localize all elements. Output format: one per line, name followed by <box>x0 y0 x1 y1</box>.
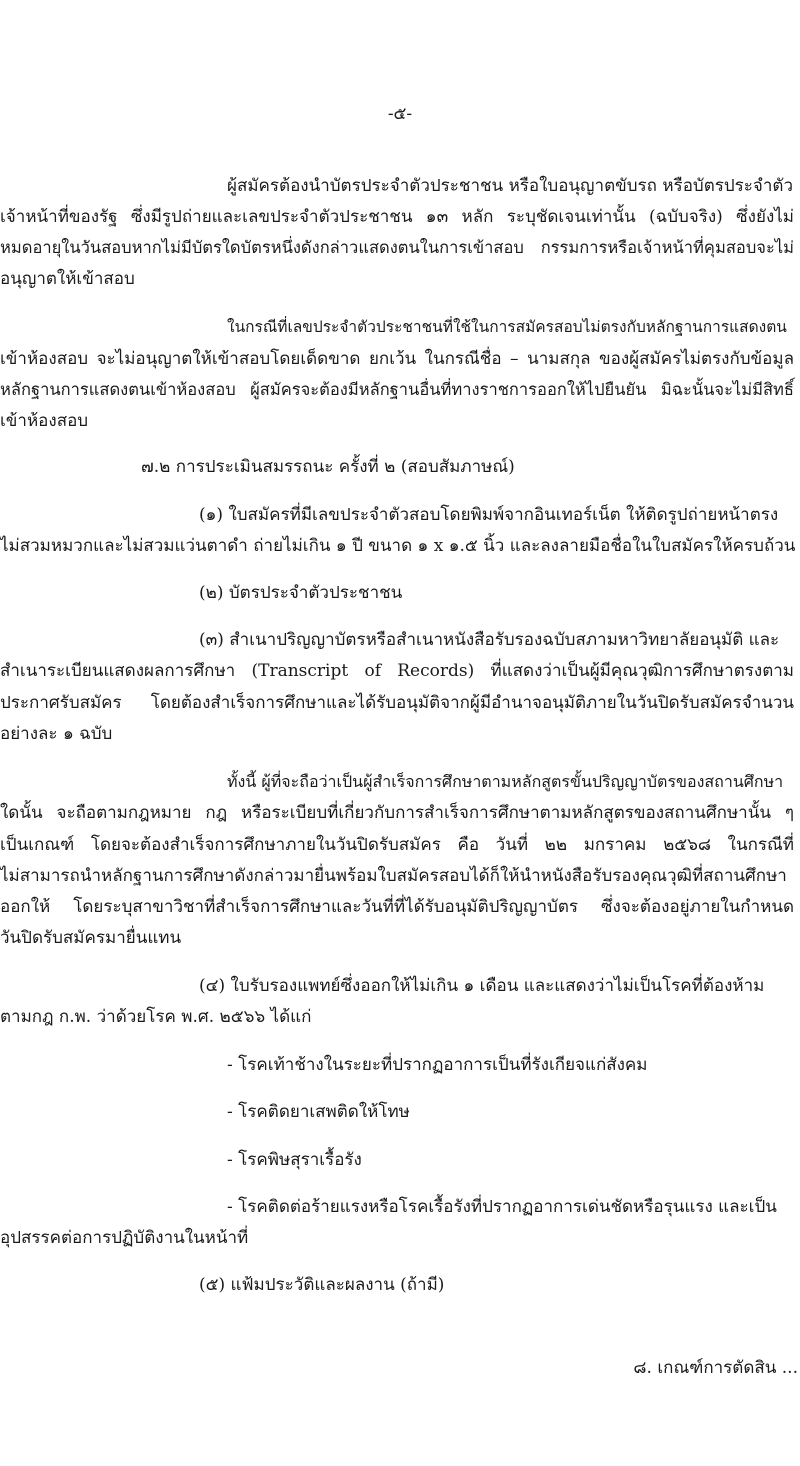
paragraph-line: หลักฐานการแสดงตนเข้าห้องสอบ ผู้สมัครจะต้องมีหลักฐานอื่นที่ทางราชการออกให้ไปยืนยัน มิฉะนั้นจะไม่มีสิทธิ์ <box>0 380 794 399</box>
next-page-pointer: ๘. เกณฑ์การตัดสิน ... <box>633 1358 798 1378</box>
paragraph-line: เข้าห้องสอบ จะไม่อนุญาตให้เข้าสอบโดยเด็ดขาด ยกเว้น ในกรณีชื่อ – นามสกุล ของผู้สมัครไม่ตรงกับข้อมูล <box>0 349 794 369</box>
section-heading: ๗.๒ การประเมินสมรรถนะ ครั้งที่ ๒ (สอบสัมภาษณ์) <box>141 457 515 477</box>
paragraph-line: ทั้งนี้ ผู้ที่จะถือว่าเป็นผู้สำเร็จการศึกษาตามหลักสูตรขั้นปริญญาบัตรของสถานศึกษา <box>227 772 784 791</box>
page-number: -๕- <box>387 104 413 124</box>
paragraph-line: (๕) แฟ้มประวัติและผลงาน (ถ้ามี) <box>199 1275 445 1295</box>
list-item: - โรคพิษสุราเรื้อรัง <box>227 1150 362 1170</box>
paragraph-line: ไม่สวมหมวกและไม่สวมแว่นตาดำ ถ่ายไม่เกิน ๑ ปี ขนาด ๑ x ๑.๕ นิ้ว และลงลายมือชื่อในใบสมัครให้ครบถ้วน <box>0 536 796 556</box>
paragraph-line: หมดอายุในวันสอบหากไม่มีบัตรใดบัตรหนึ่งดังกล่าวแสดงตนในการเข้าสอบ กรรมการหรือเจ้าหน้าที่คุมสอบจะไม่ <box>0 238 794 257</box>
paragraph-line: ในกรณีที่เลขประจำตัวประชาชนที่ใช้ในการสมัครสอบไม่ตรงกับหลักฐานการแสดงตน <box>227 318 787 336</box>
paragraph-line: ไม่สามารถนำหลักฐานการศึกษาดังกล่าวมายื่นพร้อมใบสมัครสอบได้ก็ให้นำหนังสือรับรองคุณวุฒิที่สถานศึกษา <box>0 866 787 886</box>
paragraph-line: สำเนาระเบียนแสดงผลการศึกษา (Transcript of Records) ที่แสดงว่าเป็นผู้มีคุณวุฒิการศึกษาตรงตาม <box>0 661 794 681</box>
paragraph-line: อนุญาตให้เข้าสอบ <box>0 269 135 289</box>
paragraph-line: ใดนั้น จะถือตามกฎหมาย กฎ หรือระเบียบที่เกี่ยวกับการสำเร็จการศึกษาตามหลักสูตรของสถานศึกษานั้น ๆ <box>0 803 794 823</box>
paragraph-line: ตามกฎ ก.พ. ว่าด้วยโรค พ.ศ. ๒๕๖๖ ได้แก่ <box>0 1007 312 1027</box>
paragraph-line: ประกาศรับสมัคร โดยต้องสำเร็จการศึกษาและได้รับอนุมัติจากผู้มีอำนาจอนุมัติภายในวันปิดรับสมัครจำนวน <box>0 693 794 713</box>
list-item: อุปสรรคต่อการปฏิบัติงานในหน้าที่ <box>0 1228 249 1248</box>
paragraph-line: (๑) ใบสมัครที่มีเลขประจำตัวสอบโดยพิมพ์จากอินเทอร์เน็ต ให้ติดรูปถ่ายหน้าตรง <box>199 505 779 525</box>
paragraph-line: อย่างละ ๑ ฉบับ <box>0 724 113 744</box>
paragraph-line: ผู้สมัครต้องนำบัตรประจำตัวประชาชน หรือใบอนุญาตขับรถ หรือบัตรประจำตัว <box>227 176 794 196</box>
list-item: - โรคเท้าช้างในระยะที่ปรากฏอาการเป็นที่รังเกียจแก่สังคม <box>227 1055 648 1075</box>
paragraph-line: (๒) บัตรประจำตัวประชาชน <box>199 583 403 603</box>
list-item: - โรคติดยาเสพติดให้โทษ <box>227 1102 410 1122</box>
paragraph-line: เข้าห้องสอบ <box>0 411 89 431</box>
paragraph-line: (๓) สำเนาปริญญาบัตรหรือสำเนาหนังสือรับรองฉบับสภามหาวิทยาลัยอนุมัติ และ <box>199 630 780 650</box>
list-item: - โรคติดต่อร้ายแรงหรือโรคเรื้อรังที่ปรากฏอาการเด่นชัดหรือรุนแรง และเป็น <box>227 1197 777 1217</box>
paragraph-line: เจ้าหน้าที่ของรัฐ ซึ่งมีรูปถ่ายและเลขประจำตัวประชาชน ๑๓ หลัก ระบุชัดเจนเท่านั้น (ฉบับจริง) ซึ่งยังไม่ <box>0 207 794 227</box>
paragraph-line: วันปิดรับสมัครมายื่นแทน <box>0 928 182 948</box>
paragraph-line: ออกให้ โดยระบุสาขาวิชาที่สำเร็จการศึกษาและวันที่ที่ได้รับอนุมัติปริญญาบัตร ซึ่งจะต้องอยู่ภายในกำหนด <box>0 897 794 917</box>
paragraph-line: เป็นเกณฑ์ โดยจะต้องสำเร็จการศึกษาภายในวันปิดรับสมัคร คือ วันที่ ๒๒ มกราคม ๒๕๖๘ ในกรณีที่ <box>0 835 794 855</box>
paragraph-line: (๔) ใบรับรองแพทย์ซึ่งออกให้ไม่เกิน ๑ เดือน และแสดงว่าไม่เป็นโรคที่ต้องห้าม <box>199 976 765 996</box>
